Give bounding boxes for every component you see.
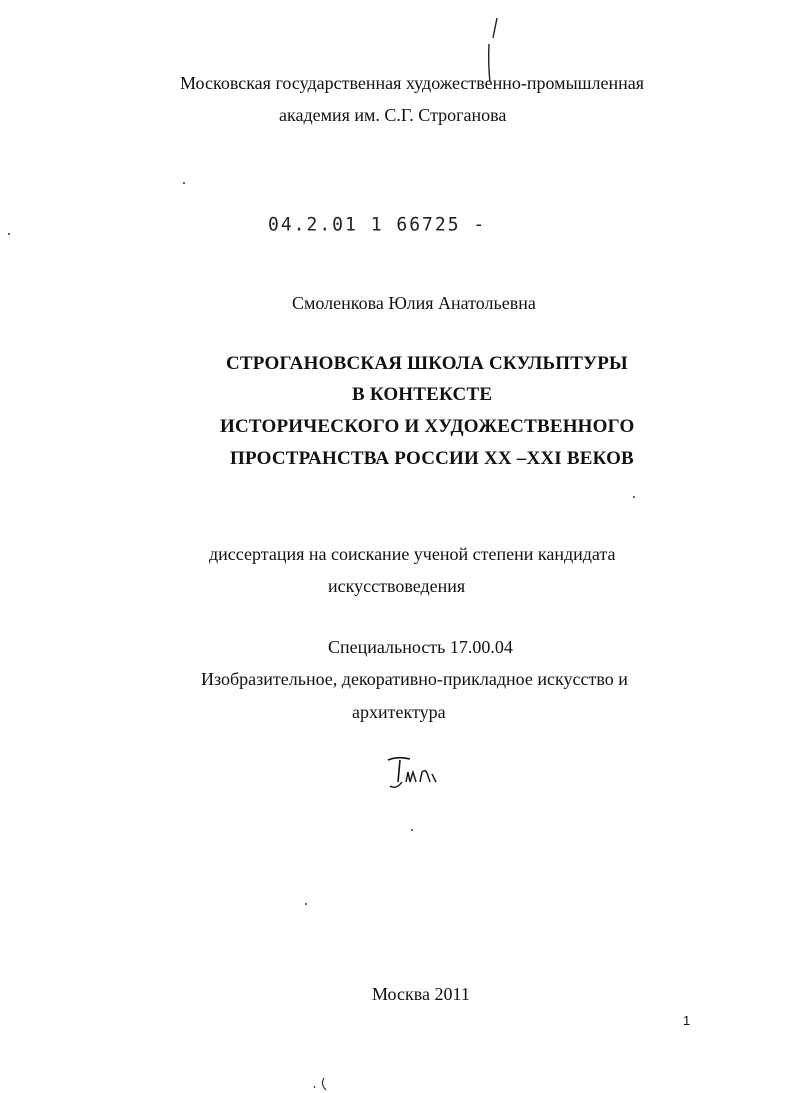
scan-speck bbox=[633, 496, 635, 498]
title-line-1: СТРОГАНОВСКАЯ ШКОЛА СКУЛЬПТУРЫ bbox=[226, 353, 628, 374]
title-line-3: ИСТОРИЧЕСКОГО И ХУДОЖЕСТВЕННОГО bbox=[220, 416, 635, 437]
page-number: 1 bbox=[683, 1013, 691, 1028]
institution-line-1: Московская государственная художественно-промышленная bbox=[180, 73, 645, 93]
specialty-line-2: Изобразительное, декоративно-прикладное искусство и bbox=[201, 669, 628, 689]
scan-mark-bottom bbox=[312, 1076, 334, 1092]
scan-speck bbox=[183, 182, 185, 184]
specialty-code: Специальность 17.00.04 bbox=[328, 637, 513, 657]
title-line-4: ПРОСТРАНСТВА РОССИИ XX –XXI ВЕКОВ bbox=[230, 448, 634, 469]
institution-line-2: академия им. С.Г. Строганова bbox=[279, 105, 507, 125]
degree-line-2: искусствоведения bbox=[328, 576, 466, 596]
scan-speck bbox=[305, 903, 307, 905]
handwritten-signature bbox=[380, 752, 450, 794]
scan-speck bbox=[411, 829, 413, 831]
city-year: Москва 2011 bbox=[372, 984, 470, 1004]
registry-stamp: 04.2.01 1 66725 - bbox=[268, 213, 487, 236]
title-line-2: В КОНТЕКСТЕ bbox=[352, 384, 493, 405]
author-name: Смоленкова Юлия Анатольевна bbox=[292, 293, 536, 313]
degree-line-1: диссертация на соискание ученой степени кандидата bbox=[209, 544, 616, 564]
specialty-line-3: архитектура bbox=[352, 702, 446, 722]
scan-speck bbox=[8, 233, 10, 235]
